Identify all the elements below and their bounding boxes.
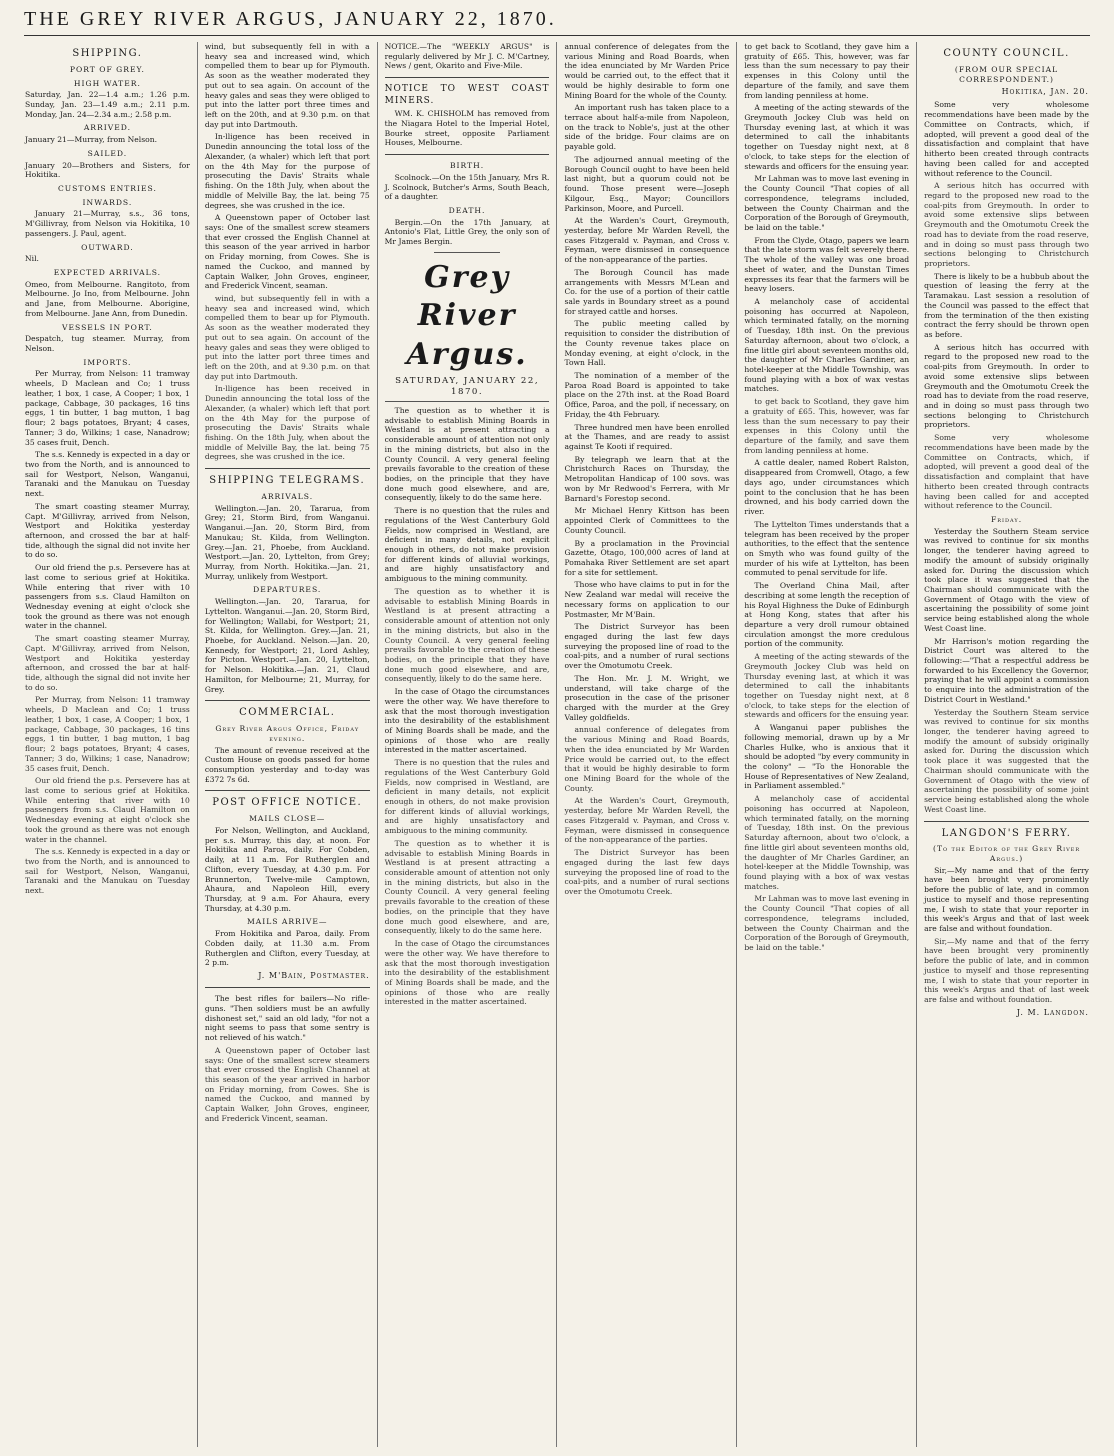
- news-23-cont: A melancholy case of accidental poisoning has occurred at Napoleon, which terminated fatally, on the morning of Tuesday, 18th inst. On the previous Saturday afternoon, about two o'clock, a fine little girl about seventeen months old, the daughter of Mr Charles Gardiner, an hotel-keeper at the Middle Township, was found playing with a box of wax vestas matches.: [744, 794, 910, 891]
- birth-title: BIRTH.: [449, 161, 485, 171]
- news-4: At the Warden's Court, Greymouth, yesterday, before Mr Warden Revell, the cases Fitzgerald v. Payman, and Cross v. Feyman, were dismissed in consequence of the non-appearance of the parties.: [564, 216, 730, 265]
- divider: [385, 77, 550, 78]
- expected-title: EXPECTED ARRIVALS.: [53, 268, 162, 278]
- news-13: The District Surveyor has been engaged during the last few days surveying the proposed line of road to the coal-pits, and a number of rural sections over the Omotumotu Creek.: [564, 622, 730, 671]
- news-cont-2: At the Warden's Court, Greymouth, yesterday, before Mr Warden Revell, the cases Fitzgerald v. Payman, and Cross v. Feyman, were dismissed in consequence of the non-appearance of the parties.: [564, 796, 730, 845]
- news-cont: annual conference of delegates from the various Mining and Road Boards, when the idea enunciated by Mr Warden Price would be carried out, to the effect that it would be highly desirable to form one Mining Board for the whole of the County.: [564, 725, 730, 793]
- departures-title: DEPARTURES.: [253, 585, 322, 595]
- divider: [924, 821, 1089, 822]
- divider: [205, 790, 370, 791]
- county-council-sub: (FROM OUR SPECIAL CORRESPONDENT.): [954, 64, 1059, 84]
- news-21: The Lyttelton Times understands that a telegram has been received by the proper authorities, to the effect that the sentence on Smyth who was found guilty of the murder of his wife at Lyttelton, has been commuted to penal servitude for life.: [744, 519, 910, 578]
- news-1: annual conference of delegates from the various Mining and Road Boards, when the idea enunciated by Mr Warden Price would be carried out, to the effect that it would be highly desirable to form one Mining Board for the whole of the County.: [564, 42, 730, 100]
- news-19-cont: to get back to Scotland, they gave him a gratuity of £65. This, however, was far less than the sum necessary to pay their expenses in this Colony until the departure of the family, and save them from landing penniless at home.: [744, 397, 910, 455]
- council-5-cont: Yesterday the Southern Steam service was revived to continue for six months longer, the tenderer having agreed to modify the amount of subsidy originally asked for. During the discussion which took place it was suggested that the Chairman should communicate with the Government of Otago with the view of ascertaining the possibility of some joint service being established along the whole West Coast line.: [924, 707, 1089, 814]
- death-title: DEATH.: [448, 205, 486, 215]
- arrived-title: ARRIVED.: [83, 123, 131, 133]
- outward-title: OUTWARD.: [81, 242, 134, 252]
- news-15: to get back to Scotland, they gave him a gratuity of £65. This, however, was far less than the sum necessary to pay their expenses in this Colony until the departure of the family, and save them from landing penniless at home.: [744, 42, 910, 100]
- council-4: Yesterday the Southern Steam service was revived to continue for six months longer, the tenderer having agreed to modify the amount of subsidy originally asked for. During the discussion which took place it was suggested that the Chairman should communicate with the Government of Otago with the view of ascertaining the possibility of some joint service being established along the whole West Coast line.: [924, 526, 1089, 633]
- divider: [434, 252, 500, 253]
- commercial-title: COMMERCIAL.: [239, 707, 336, 719]
- notice-weekly-argus: NOTICE.—The "WEEKLY ARGUS" is regularly delivered by Mr J. C. M'Cartney, News / gent, Okarito and Five-Mile.: [384, 42, 550, 71]
- council-3-cont: Some very wholesome recommendations have been made by the Committee on Contracts, which, if adopted, will prevent a good deal of the dissatisfaction and complaint that have hitherto been created through contracts having been called for and accepted without reference to the Council.: [924, 433, 1089, 511]
- arrivals-text: Wellington.—Jan. 20, Tararua, from Grey; 21, Storm Bird, from Wanganui. Wanganui.—Jan. 20, Storm Bird, from Manukau; St. Kilda, from Wellington. Grey.—Jan. 21, Phoebe, from Auckland. Westport.—Jan. 20, Lyttelton, from Grey; Murray, from North. Hokitika.—Jan. 21, Murray, unlikely from Westport.: [204, 503, 370, 581]
- leader-1: The question as to whether it is advisable to establish Mining Boards in Westland is at present attracting a considerable amount of attention not only in the mining districts, but also in the County Council. A very general feeling prevails favorable to the creation of these bodies, on the principle that they have done much good elsewhere, and are, consequently, likely to do the same here.: [384, 405, 550, 503]
- wreck-text: wind, but subsequently fell in with a heavy sea and increased wind, which compelled them to bear up for Plymouth. As soon as the weather moderated they put out to sea again. On account of the heavy gales and seas they were obliged to put into the latter port three times and left on the 20th, and at 9.30 p.m. on that day put into Dartmouth.: [204, 42, 370, 129]
- county-council-date: Hokitika, Jan. 20.: [1001, 87, 1089, 97]
- birth-text: Scolnock.—On the 15th January, Mrs R. J. Scolnock, Butcher's Arms, South Beach, of a daughter.: [384, 172, 550, 202]
- arrivals-title: ARRIVALS.: [261, 491, 314, 501]
- wreck-text-2: In-lligence has been received in Dunedin announcing the total loss of the Alexander, (a whaler) which left that port on the 4th May for the purpose of prosecuting the Davis' Straits whale fishing. On the 18th July, when about the middle of Melville Bay, the lat. being 75 degrees, she was crushed in the ice.: [204, 132, 370, 210]
- dateline: SATURDAY, JANUARY 22, 1870.: [385, 376, 550, 402]
- inwards-title: INWARDS.: [82, 197, 133, 207]
- kennedy-text: The s.s. Kennedy is expected in a day or two from the North, and is announced to sail for Westport, Nelson, Wanganui, Taranaki and the Manukau on Tuesday next.: [25, 450, 190, 499]
- mails-close-title: MAILS CLOSE—: [249, 814, 326, 824]
- high-water-title: HIGH WATER.: [73, 78, 141, 88]
- jokes-text-cont: A Queenstown paper of October last says: One of the smallest screw steamers that ever crossed the English Channel at this season of the year arrived in harbor on Friday morning, from Cowes. She is named the Cuckoo, and manned by Captain Walker, John Groves, engineer, and Frederick Vincent, seaman.: [204, 1045, 370, 1123]
- mails-arrive-title: MAILS ARRIVE—: [247, 917, 328, 927]
- imports-title: IMPORTS.: [83, 357, 132, 367]
- post-text-2: From Hokitika and Paroa, daily. From Cobden daily, at 11.30 a.m. From Rutherglen and Clifton, every Tuesday, at 2 p.m.: [204, 929, 370, 968]
- news-20: A cattle dealer, named Robert Ralston, disappeared from Cromwell, Otago, a few days ago, under circumstances which point to the conclusion that he has been drowned, and his body carried down the river.: [744, 458, 910, 517]
- news-17: Mr Lahman was to move last evening in the County Council "That copies of all correspondence, telegrams included, between the County Chairman and the Corporation of the Borough of Greymouth, be laid on the table.": [744, 174, 910, 232]
- wreck-text-cont-2: In-lligence has been received in Dunedin announcing the total loss of the Alexander, (a whaler) which left that port on the 4th May for the purpose of prosecuting the Davis' Straits whale fishing. On the 18th July, when about the middle of Melville Bay, the lat. being 75 degrees, she was crushed in the ice.: [204, 384, 370, 462]
- ferry-signature: J. M. Langdon.: [1016, 1007, 1089, 1017]
- news-9: By telegraph we learn that at the Christchurch Races on Thursday, the Metropolitan Handicap of 100 sovs. was won by Mr Redwood's Ferrera, with Mr Barnard's Forestop second.: [564, 454, 730, 503]
- expected-text: Omeo, from Melbourne. Rangitoto, from Melbourne. Jo Ino, from Melbourne. John and Jane, from Melbourne. Aborigine, from Melbourne. Jane Ann, from Dunedin.: [25, 279, 190, 318]
- steamer-text: The smart coasting steamer Murray, Capt. M'Gillivray, arrived from Nelson, Westport and Hokitika yesterday afternoon, and crossed the bar at half-tide, although the signal did not invite her to do so.: [25, 501, 190, 560]
- ferry-sub: (To the Editor of the Grey River Argus.): [933, 844, 1081, 864]
- news-22-cont: A meeting of the acting stewards of the Greymouth Jockey Club was held on Thursday evening last, at which it was determined to call the inhabitants together on Tuesday night next, at 8 o'clock, to take steps for the election of stewards and officers for the ensuing year.: [744, 652, 910, 720]
- inwards-text: January 21—Murray, s.s., 36 tons, M'Gillivray, from Nelson via Hokitika, 10 passengers. J. Paul, agent.: [25, 209, 190, 238]
- news-23: A Wanganui paper publishes the following memorial, drawn up by a Mr Charles Hulke, who is anxious that it should be adopted "by every community in the colony" — "To the Honorable the House of Representatives of New Zealand, in Parliament assembled.": [744, 723, 910, 791]
- notice-miners-title: NOTICE TO WEST COAST MINERS.: [384, 84, 550, 106]
- wreck-text-cont: wind, but subsequently fell in with a heavy sea and increased wind, which compelled them to bear up for Plymouth. As soon as the weather moderated they put out to sea again. On account of the heavy gales and seas they were obliged to put into the latter port three times and left on the 20th, and at 9.30 p.m. on that day put into Dartmouth.: [204, 293, 370, 381]
- high-water-text: Saturday, Jan. 22—1.4 a.m.; 1.26 p.m. Sunday, Jan. 23—1.49 a.m.; 2.11 p.m. Monday, Jan. 24—2.34 a.m.; 2.58 p.m.: [25, 90, 190, 119]
- divider: [205, 700, 370, 701]
- persevere-text-cont-4: The s.s. Kennedy is expected in a day or two from the North, and is announced to sail for Westport, Nelson, Wanganui, Taranaki and the Manukau on Tuesday next.: [25, 847, 190, 896]
- leader-3-cont: There is no question that the rules and regulations of the West Canterbury Gold Fields, now comprised in Westland, are deficient in many details, not explicit enough in others, do not make provision for different kinds of alluvial workings, and are highly unsatisfactory and ambiguous to the mining community.: [384, 758, 550, 836]
- jokes-text: The best rifles for bailers—No rifle-guns. "Then soldiers must be an awfully dishonest set," said an old lady, "for not a night seems to pass that some sentry is not relieved of his watch.": [204, 994, 370, 1043]
- notice-miners-text: WM. K. CHISHOLM has removed from the Niagara Hotel to the Imperial Hotel, Bourke street, opposite Parliament Houses, Melbourne.: [384, 109, 550, 148]
- news-11: By a proclamation in the Provincial Gazette, Otago, 100,000 acres of land at Pomahaka River Settlement are set apart for a site for settlement.: [564, 538, 730, 577]
- masthead: Grey River Argus.: [406, 259, 528, 372]
- news-23-cont-2: Mr Lahman was to move last evening in the County Council "That copies of all correspondence, telegrams included, between the County Chairman and the Corporation of the Borough of Greymouth, be laid on the table.": [744, 894, 910, 952]
- shipping-title: SHIPPING.: [72, 48, 143, 59]
- running-head: [24, 8, 1090, 36]
- news-12: Those who have claims to put in for the New Zealand war medal will receive the necessary forms on application to our Postmaster, Mr M'Bain.: [564, 580, 730, 619]
- leader-3-cont-3: In the case of Otago the circumstances were the other way. We have therefore to ask that the most thorough investigation into the desirability of the establishment of Mining Boards shall be made, and the opinions of those who are really interested in the matter ascertained.: [384, 939, 550, 1007]
- divider: [205, 987, 370, 988]
- persevere-text: Our old friend the p.s. Persevere has at last come to serious grief at Hokitika. While entering that river with 10 passengers from s.s. Claud Hamilton on Wednesday evening at eight o'clock she took the ground as there was not enough water in the channel.: [25, 563, 190, 631]
- column-5: [737, 42, 917, 1447]
- column-4: [557, 42, 737, 1447]
- imports-text: Per Murray, from Nelson: 11 tramway wheels, D Maclean and Co; 1 truss leather, 1 box, 1 case, A Cooper; 1 box, 1 package, Cabbage, 30 packages, 16 tins eggs, 1 tin butter, 1 bag mutton, 1 bag flour; 2 bags potatoes, Bryant; 4 cases, Tanner; 3 do, Wilkins; 1 case, Nanadrow; 35 cases fruit, Dench.: [25, 369, 190, 447]
- customs-title: CUSTOMS ENTRIES.: [57, 183, 157, 193]
- in-port-text: Despatch, tug steamer. Murray, from Nelson.: [25, 334, 190, 354]
- sailed-title: SAILED.: [87, 148, 128, 158]
- ferry-text: Sir,—My name and that of the ferry have been brought very prominently before the public of late, and in common justice to myself and those representing me, I wish to state that your reporter in this week's Argus and that of last week are false and without foundation.: [924, 865, 1089, 934]
- leader-2: There is no question that the rules and regulations of the West Canterbury Gold Fields, now comprised in Westland, are deficient in many details, not explicit enough in others, do not make provision for different kinds of alluvial workings, and are highly unsatisfactory and ambiguous to the mining community.: [384, 506, 550, 584]
- persevere-text-cont: The smart coasting steamer Murray, Capt. M'Gillivray, arrived from Nelson, Westport and Hokitika yesterday afternoon, and crossed the bar at half-tide, although the signal did not invite her to do so.: [25, 634, 190, 692]
- sailed-text: January 20—Brothers and Sisters, for Hokitika.: [25, 160, 190, 180]
- news-6: The public meeting called by requisition to consider the distribution of the County revenue takes place on Monday evening, at eight o'clock, in the Town Hall.: [564, 319, 730, 368]
- persevere-text-cont-3: Our old friend the p.s. Persevere has at last come to serious grief at Hokitika. While entering that river with 10 passengers from s.s. Claud Hamilton on Wednesday evening at eight o'clock she took the ground as there was not enough water in the channel.: [25, 776, 190, 844]
- news-2: An important rush has taken place to a terrace about half-a-mile from Napoleon, on the track to Noble's, just at the other side of the bridge. Four claims are on payable gold.: [564, 103, 730, 152]
- council-2: There is likely to be a hubbub about the question of leasing the ferry at the Taramakau. Last session a resolution of the Council was passed to the effect that from the termination of the then existing contract the ferry should be thrown open as before.: [924, 271, 1089, 339]
- columns: [18, 42, 1096, 1447]
- council-1-cont: A serious hitch has occurred with regard to the proposed new road to the coal-pits from Greymouth. In order to avoid some extensive slips between Greymouth and the Omotumotu Creek the road has to deviate from the road reserve, and in doing so must pass through two sections belonging to Christchurch proprietors.: [924, 181, 1089, 268]
- port-title: PORT OF GREY.: [69, 64, 145, 74]
- leader-3-cont-2: The question as to whether it is advisable to establish Mining Boards in Westland is at present attracting a considerable amount of attention not only in the mining districts, but also in the County Council. A very general feeling prevails favorable to the creation of these bodies, on the principle that they have done much good elsewhere, and are, consequently, likely to do the same here.: [384, 838, 550, 936]
- news-14: The Hon. Mr. J. M. Wright, we understand, will take charge of the prosecution in the case of the prisoner charged with the murder at the Grey Valley goldfields.: [564, 673, 730, 722]
- arrived-text: January 21—Murray, from Nelson.: [25, 135, 157, 145]
- ferry-text-cont: Sir,—My name and that of the ferry have been brought very prominently before the public of late, and in common justice to myself and those representing me, I wish to state that your reporter in this week's Argus and that of last week are false and without foundation.: [924, 936, 1089, 1005]
- persevere-text-cont-2: Per Murray, from Nelson: 11 tramway wheels, D Maclean and Co; 1 truss leather, 1 box, 1 case, A Cooper; 1 box, 1 package, Cabbage, 30 packages, 16 tins eggs, 1 tin butter, 1 bag mutton, 1 bag flour; 2 bags potatoes, Bryant; 4 cases, Tanner; 3 do, Wilkins; 1 case, Nanadrow; 35 cases fruit, Dench.: [25, 695, 190, 773]
- news-8: Three hundred men have been enrolled at the Thames, and are ready to assist against Te Kooti if required.: [564, 422, 730, 452]
- friday-title: Friday.: [990, 514, 1023, 524]
- column-2: [198, 42, 378, 1447]
- county-council-title: COUNTY COUNCIL.: [943, 48, 1070, 59]
- divider: [205, 468, 370, 469]
- commercial-text: The amount of revenue received at the Custom House on goods passed for home consumption yesterday and to-day was £372 7s 6d.: [204, 745, 370, 784]
- divider: [385, 154, 550, 155]
- post-title: POST OFFICE NOTICE.: [212, 797, 363, 809]
- column-1: [18, 42, 198, 1447]
- council-5: Mr Harrison's motion regarding the District Court was altered to the following:—"That a respectful address be forwarded to his Excellency the Governor, praying that he will appoint a commission to enquire into the administration of the District Court in Westland.": [924, 636, 1089, 704]
- news-cont-3: The District Surveyor has been engaged during the last few days surveying the proposed line of road to the coal-pits, and a number of rural sections over the Omotumotu Creek.: [564, 848, 730, 896]
- news-10: Mr Michael Henry Kittson has been appointed Clerk of Committees to the County Council.: [564, 506, 730, 535]
- news-16: A meeting of the acting stewards of the Greymouth Jockey Club was held on Thursday evening last, at which it was determined to call the inhabitants together on Tuesday night next, at 8 o'clock, to take steps for the election of stewards and officers for the ensuing year.: [744, 103, 910, 171]
- column-6: [917, 42, 1096, 1447]
- death-text: Bergin.—On the 17th January, at Antonio's Flat, Little Grey, the only son of Mr James Bergin.: [384, 217, 550, 247]
- departures-text: Wellington.—Jan. 20, Tararua, for Lyttelton. Wanganui.—Jan. 20, Storm Bird, for Wellington; Wallabi, for Westport; 21, St. Kilda, for Wellington. Grey.—Jan. 21, Phoebe, for Auckland. Nelson.—Jan. 20, Kennedy, for Westport; 21, Lord Ashley, for Picton. Westport.—Jan. 20, Lyttelton, for Nelson. Hokitika.—Jan. 21, Claud Hamilton, for Melbourne; 21, Murray, for Grey.: [204, 597, 370, 694]
- postmaster-signature: J. M'Bain, Postmaster.: [258, 971, 370, 981]
- column-3: [378, 42, 558, 1447]
- telegrams-title: SHIPPING TELEGRAMS.: [209, 475, 366, 487]
- council-3: A serious hitch has occurred with regard to the proposed new road to the coal-pits from Greymouth. In order to avoid some extensive slips between Greymouth and the Omotumotu Creek the road has to deviate from the road reserve, and in doing so must pass through two sections belonging to Christchurch proprietors.: [924, 342, 1089, 430]
- commercial-sub: Grey River Argus Office, Friday evening.: [215, 724, 360, 743]
- news-19: A melancholy case of accidental poisoning has occurred at Napoleon, which terminated fatally, on the morning of Tuesday, 18th inst. On the previous Saturday afternoon, about two o'clock, a fine little girl about seventeen months old, the daughter of Mr Charles Gardiner, an hotel-keeper at the Middle Township, was found playing with a box of wax vestas matches.: [744, 296, 910, 394]
- wreck-text-3: A Queenstown paper of October last says: One of the smallest screw steamers that ever crossed the English Channel at this season of the year arrived in harbor on Friday morning, from Cowes. She is named the Cuckoo, and manned by Captain Walker, John Groves, engineer, and Frederick Vincent, seaman.: [204, 213, 370, 291]
- ferry-title: LANGDON'S FERRY.: [941, 827, 1072, 839]
- running-head-title: THE GREY RIVER ARGUS, JANUARY 22, 1870.: [24, 8, 557, 30]
- news-18: From the Clyde, Otago, papers we learn that the late storm was felt severely there. The whole of the valley was one broad sheet of water, and the Dunstan Times expresses its fear that the farmers will be heavy losers.: [744, 235, 910, 294]
- news-5: The Borough Council has made arrangements with Messrs M'Lean and Co. for the use of a portion of their cattle sale yards in Boundary street as a pound for strayed cattle and horses.: [564, 267, 730, 316]
- post-text: For Nelson, Wellington, and Auckland, per s.s. Murray, this day, at noon. For Hokitika and Paroa, daily. For Cobden, daily, at 11 a.m. For Rutherglen and Clifton, every Tuesday, at 4.30 p.m. For Brunnerton, Twelve-mile Camptown, Ahaura, and Napoleon Hill, every Thursday, at 9 a.m. For Ahaura, every Thursday, at 4.30 p.m.: [204, 825, 370, 913]
- news-3: The adjourned annual meeting of the Borough Council ought to have been held last night, but a quorum could not be found. Those present were—Joseph Kilgour, Esq., Mayor; Councillors Parkinson, Moore, and Purcell.: [564, 154, 730, 213]
- leader-3: In the case of Otago the circumstances were the other way. We have therefore to ask that the most thorough investigation into the desirability of the establishment of Mining Boards shall be made, and the opinions of those who are really interested in the matter ascertained.: [384, 687, 550, 755]
- news-7: The nomination of a member of the Paroa Road Board is appointed to take place on the 27th inst. at the Road Board Office, Paroa, and the poll, if necessary, on Friday, the 4th February.: [564, 371, 730, 419]
- council-1: Some very wholesome recommendations have been made by the Committee on Contracts, which, if adopted, will prevent a good deal of the dissatisfaction and complaint that have hitherto been created through contracts having been called for and accepted without reference to the Council.: [924, 100, 1089, 178]
- in-port-title: VESSELS IN PORT.: [61, 322, 153, 332]
- outward-text: Nil.: [25, 254, 39, 264]
- leader-2-cont: The question as to whether it is advisable to establish Mining Boards in Westland is at present attracting a considerable amount of attention not only in the mining districts, but also in the County Council. A very general feeling prevails favorable to the creation of these bodies, on the principle that they have done much good elsewhere, and are, consequently, likely to do the same here.: [384, 586, 550, 684]
- news-22: The Overland China Mail, after describing at some length the reception of his Royal Highness the Duke of Edinburgh at Hong Kong, states that after his departure a very droll rumour obtained circulation amongst the more credulous portion of the community.: [744, 581, 910, 649]
